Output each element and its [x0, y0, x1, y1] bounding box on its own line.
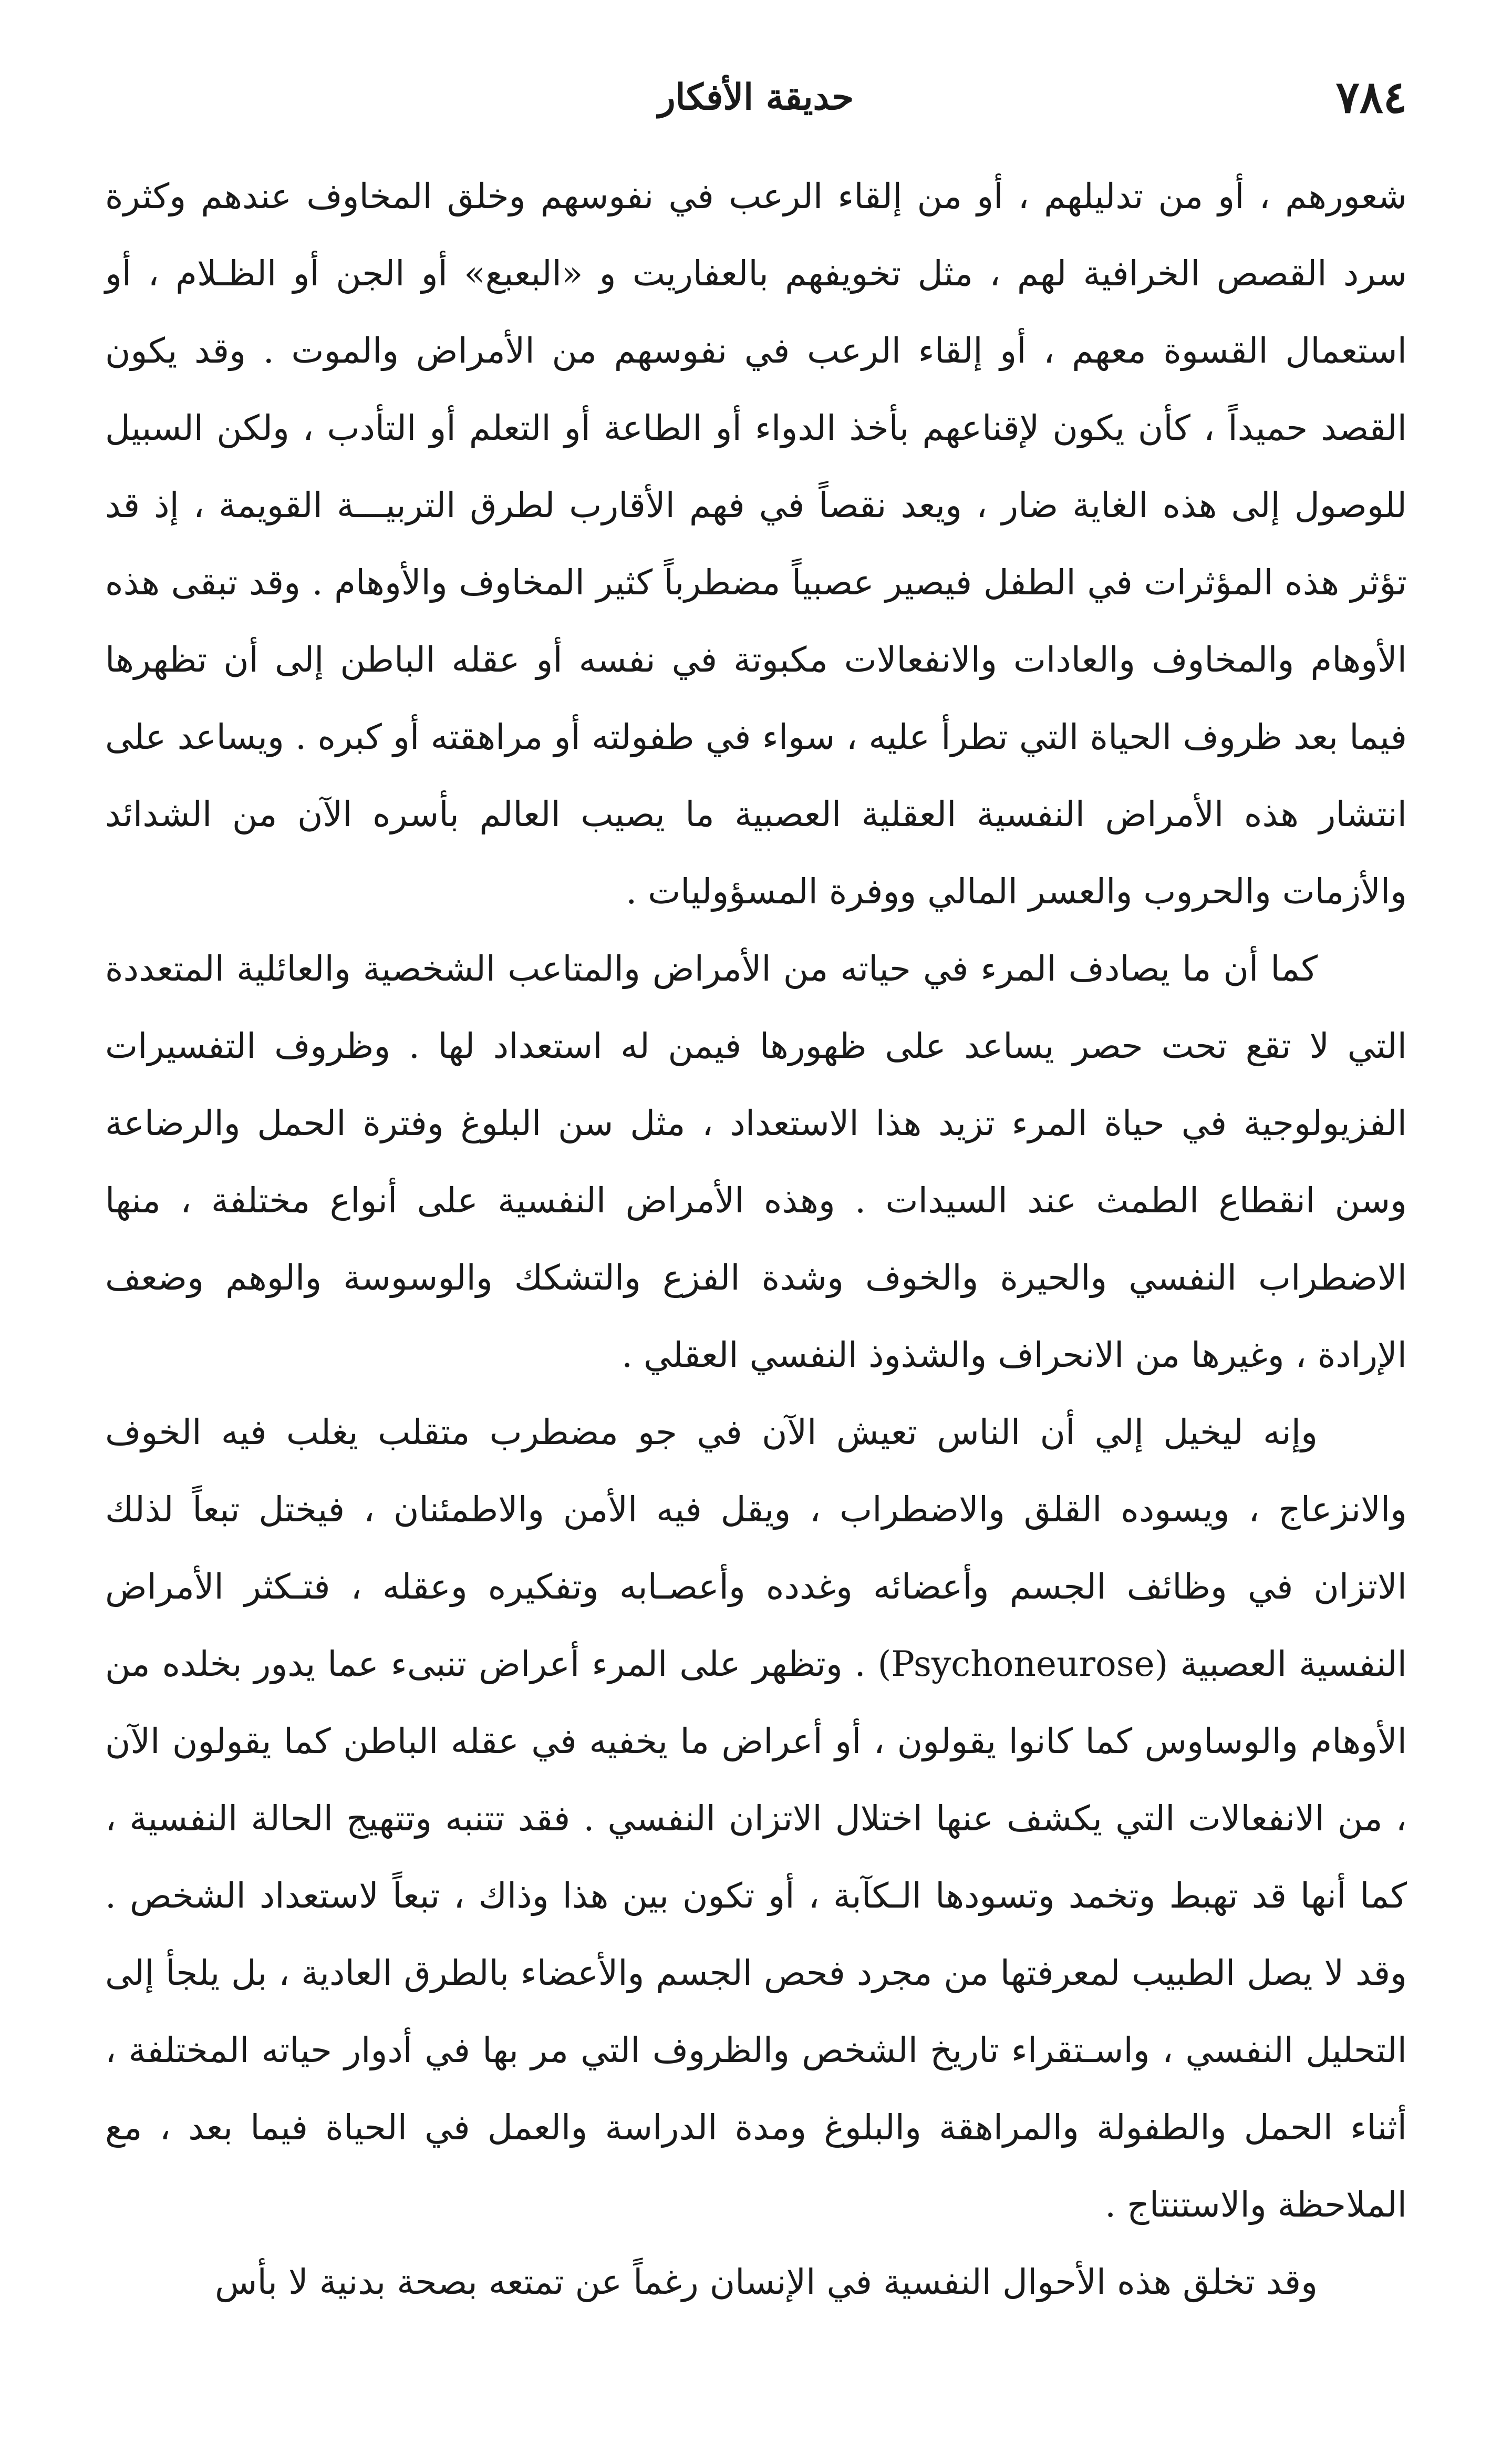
page-header	[105, 68, 1407, 126]
paragraph: كما أن ما يصادف المرء في حياته من الأمراض والمتاعب الشخصية والعائلية المتعددة التي لا تقع تحت حصر يساعد على ظهورها فيمن له استعداد لها . وظروف التفسيرات الفزيولوجية في حياة المرء تزيد هذا الاستعداد ، مثل سن البلوغ وفترة الحمل والرضاعة وسن انقطاع الطمث عند السيدات . وهذه الأمراض النفسية على أنواع مختلفة ، منها الاضطراب النفسي والحيرة والخوف وشدة الفزع والتشكك والوسوسة والوهم وضعف الإرادة ، وغيرها من الانحراف والشذوذ النفسي العقلي .	[105, 949, 1407, 1375]
paragraph: وإنه ليخيل إلي أن الناس تعيش الآن في جو مضطرب متقلب يغلب فيه الخوف والانزعاج ، ويسوده القلق والاضطراب ، ويقل فيه الأمن والاطمئنان ، فيختل تبعاً لذلك الاتزان في وظائف الجسم وأعضائه وغدده وأعصـابه وتفكيره وعقله ، فتـكثر الأمراض النفسية العصبية (Psychoneurose) . وتظهر على المرء أعراض تنبىء عما يدور بخلده من الأوهام والوساوس كما كانوا يقولون ، أو أعراض ما يخفيه في عقله الباطن كما يقولون الآن ، من الانفعالات التي يكشف عنها اختلال الاتزان النفسي . فقد تتنبه وتتهيج الحالة النفسية ، كما أنها قد تهبط وتخمد وتسودها الـكآبة ، أو تكون بين هذا وذاك ، تبعاً لاستعداد الشخص . وقد لا يصل الطبيب لمعرفتها من مجرد فحص الجسم والأعضاء بالطرق العادية ، بل يلجأ إلى التحليل النفسي ، واسـتقراء تاريخ الشخص والظروف التي مر بها في أدوار حياته المختلفة ، أثناء الحمل والطفولة والمراهقة والبلوغ ومدة الدراسة والعمل في الحياة فيما بعد ، مع الملاحظة والاستنتاج .	[105, 1412, 1407, 2225]
running-title: حديقة الأفكار	[658, 76, 854, 118]
paragraph: وقد تخلق هذه الأحوال النفسية في الإنسان رغماً عن تمتعه بصحة بدنية لا بأس	[214, 2262, 1318, 2302]
body-text	[105, 158, 1407, 2321]
page-number: ٧٨٤	[1335, 71, 1407, 123]
paragraph: شعورهم ، أو من تدليلهم ، أو من إلقاء الرعب في نفوسهم وخلق المخاوف عندهم وكثرة سرد القصص الخرافية لهم ، مثل تخويفهم بالعفاريت و «البعبع» أو الجن أو الظـلام ، أو استعمال القسوة معهم ، أو إلقاء الرعب في نفوسهم من الأمراض والموت . وقد يكون القصد حميداً ، كأن يكون لإقناعهم بأخذ الدواء أو الطاعة أو التعلم أو التأدب ، ولكن السبيل للوصول إلى هذه الغاية ضار ، ويعد نقصاً في فهم الأقارب لطرق التربيـــة القويمة ، إذ قد تؤثر هذه المؤثرات في الطفل فيصير عصبياً مضطرباً كثير المخاوف والأوهام . وقد تبقى هذه الأوهام والمخاوف والعادات والانفعالات مكبوتة في نفسه أو عقله الباطن إلى أن تظهرها فيما بعد ظروف الحياة التي تطرأ عليه ، سواء في طفولته أو مراهقته أو كبره . ويساعد على انتشار هذه الأمراض النفسية العقلية العصبية ما يصيب العالم بأسره الآن من الشدائد والأزمات والحروب والعسر المالي ووفرة المسؤوليات .	[105, 176, 1407, 912]
